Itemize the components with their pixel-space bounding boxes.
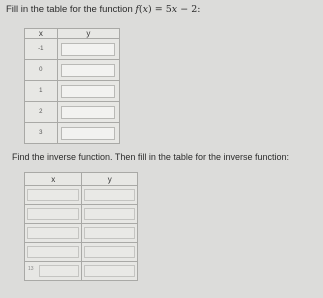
function-table-header (25, 29, 120, 39)
y-cell (57, 102, 119, 123)
inverse-x-cell (25, 243, 82, 262)
inverse-y-cell (82, 205, 138, 224)
inverse-header-y: y (82, 173, 138, 186)
formula-var: x (171, 4, 178, 15)
inverse-y-input[interactable] (84, 227, 135, 239)
table-row (25, 243, 138, 262)
y-input[interactable] (61, 127, 115, 140)
inverse-y-input[interactable] (84, 265, 135, 277)
y-cell (57, 81, 119, 102)
inverse-x-input[interactable] (27, 227, 79, 239)
y-cell (57, 123, 119, 144)
inverse-x-cell (25, 224, 82, 243)
inverse-y-cell (82, 186, 138, 205)
table-row (25, 60, 120, 81)
formula-coef: 5 (165, 4, 172, 15)
y-cell (57, 60, 119, 81)
table-row (25, 123, 120, 144)
formula-const: 2: (191, 4, 201, 15)
x-value: 2 (25, 102, 58, 123)
inverse-prompt: Find the inverse function. Then fill in the table for the inverse function: (12, 152, 289, 162)
function-prompt-text: Fill in the table for the function (6, 4, 133, 15)
header-x: x (25, 29, 58, 39)
x-value: 0 (25, 60, 58, 81)
inverse-x-cell (25, 262, 82, 281)
inverse-x-input[interactable] (39, 265, 79, 277)
y-input[interactable] (61, 85, 115, 98)
y-input[interactable] (61, 43, 115, 56)
y-cell (57, 39, 119, 60)
inverse-x-cell (25, 205, 82, 224)
y-input[interactable] (61, 64, 115, 77)
x-value: 3 (25, 123, 58, 144)
table-row (25, 205, 138, 224)
inverse-table-header (25, 173, 138, 186)
inverse-y-cell (82, 224, 138, 243)
inverse-x-input[interactable] (27, 189, 79, 201)
table-row (25, 102, 120, 123)
function-prompt (6, 4, 200, 15)
inverse-x-input[interactable] (27, 208, 79, 220)
formula-eq: = (154, 4, 163, 15)
header-y: y (57, 29, 119, 39)
inverse-x-cell (25, 186, 82, 205)
inverse-y-input[interactable] (84, 189, 135, 201)
x-value: 1 (25, 81, 58, 102)
inverse-y-input[interactable] (84, 208, 135, 220)
inverse-y-cell (82, 262, 138, 281)
formula-fname: f (135, 4, 139, 15)
inverse-header-x: x (25, 173, 82, 186)
table-row (25, 186, 138, 205)
function-formula: f(x) = 5x − 2: (135, 4, 201, 15)
table-row (25, 81, 120, 102)
y-input[interactable] (61, 106, 115, 119)
x-value: -1 (25, 39, 58, 60)
table-row (25, 262, 138, 281)
inverse-table (24, 172, 138, 281)
formula-fvar: x (142, 4, 148, 15)
inverse-y-cell (82, 243, 138, 262)
inverse-x-input[interactable] (27, 246, 79, 258)
formula-minus: − (180, 4, 189, 15)
function-table (24, 28, 120, 144)
table-row (25, 39, 120, 60)
inverse-y-input[interactable] (84, 246, 135, 258)
stray-label: 13 (28, 266, 34, 272)
table-row (25, 224, 138, 243)
